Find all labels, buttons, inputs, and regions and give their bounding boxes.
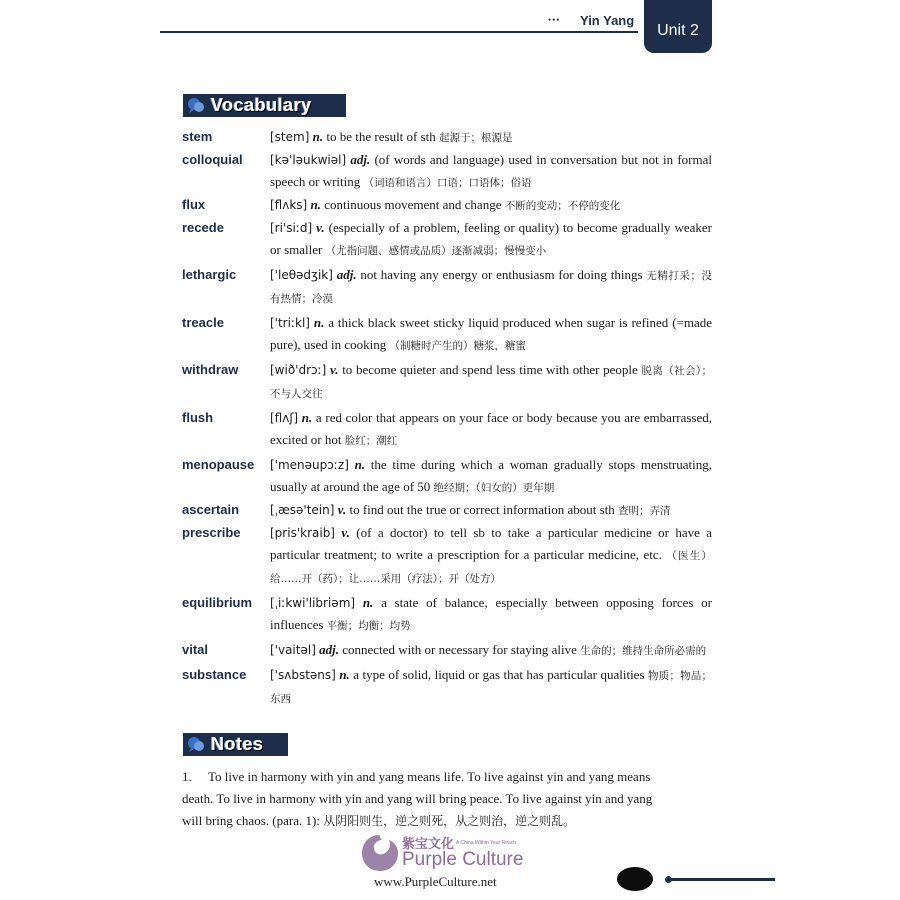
vocab-pos: adj.: [319, 642, 339, 657]
vocab-definition: [270, 359, 712, 405]
vocab-def-text: to find out the true or correct information about sth: [346, 502, 619, 517]
vocab-chinese: 生命的；维持生命所必需的: [580, 645, 707, 657]
notes-list: [182, 766, 712, 832]
vocab-entry: [182, 359, 712, 405]
footer-rule: [669, 878, 775, 881]
unit-tab: [644, 0, 712, 53]
vocab-pos: n.: [354, 457, 366, 472]
header-dots: •••: [548, 15, 561, 25]
vocabulary-banner: [183, 94, 346, 117]
vocab-entry: [182, 194, 712, 217]
vocab-pos: n.: [339, 667, 350, 682]
vocab-pos: v.: [341, 525, 350, 540]
vocab-ipa: [stem]: [270, 130, 310, 144]
vocab-def-text: a type of solid, liquid or gas that has particular qualities: [349, 667, 648, 682]
vocab-definition: [270, 194, 712, 217]
note-line: death. To live in harmony with yin and yang will bring peace. To live against yin and yang: [182, 791, 653, 806]
vocab-def-text: (of a doctor) to tell sb to take a particular medicine or have a particular treatment; to write a prescription for a particular medicine, etc.: [270, 525, 712, 562]
vocab-entry: [182, 126, 712, 149]
vocab-pos: v.: [337, 502, 347, 517]
vocab-def-text: a state of balance, especially between opposing forces or influences: [270, 595, 713, 632]
header-chapter-title: Yin Yang: [580, 13, 635, 28]
vocab-definition: [270, 149, 712, 194]
vocab-ipa: [pris'kraib]: [270, 526, 335, 540]
vocab-pos: n.: [362, 595, 374, 610]
vocab-chinese: 物质；物品；东西: [270, 670, 713, 705]
vocab-definition: [270, 592, 712, 637]
vocab-ipa: ['triːkl]: [270, 316, 310, 330]
vocab-definition: [270, 454, 712, 499]
vocab-def-text: (of words and language) used in conversation but not in formal speech or writing: [270, 152, 713, 189]
note-text: [182, 766, 712, 832]
vocab-ipa: [ri'siːd]: [270, 221, 313, 235]
vocab-def-text: continuous movement and change: [320, 197, 505, 212]
vocab-word: recede: [182, 220, 224, 235]
vocab-definition: [270, 639, 712, 662]
vocabulary-heading: Vocabulary: [211, 95, 312, 115]
unit-label: Unit 2: [657, 22, 699, 39]
vocab-word: substance: [182, 667, 247, 682]
watermark: [360, 832, 550, 892]
note-line: To live in harmony with yin and yang means life. To live against yin and yang means: [208, 769, 651, 784]
vocab-def-text: the time during which a woman gradually stops menstruating, usually at around the age of 50: [270, 457, 713, 494]
speech-bubble-icon: [187, 97, 205, 114]
vocab-word: vital: [182, 642, 209, 657]
notes-banner: [183, 733, 288, 756]
vocab-ipa: ['leθədʒik]: [270, 268, 333, 282]
vocab-entry: [182, 592, 712, 637]
vocab-pos: n.: [313, 315, 325, 330]
watermark-tagline: A China Within Your Reach: [456, 840, 517, 846]
vocab-definition: [270, 499, 712, 522]
vocab-ipa: ['menəupɔːz]: [270, 458, 349, 472]
vocab-chinese: 无精打采；没有热情；冷漠: [270, 270, 713, 305]
speech-bubble-icon: [187, 736, 205, 753]
note-number: 1.: [182, 769, 192, 784]
vocab-def-text: connected with or necessary for staying alive: [339, 642, 581, 657]
vocab-ipa: [flʌʃ]: [270, 411, 299, 425]
vocab-chinese: （尤指问题、感情或品质）逐渐减弱；慢慢变小: [325, 245, 547, 257]
vocab-def-text: a red color that appears on your face or body because you are embarrassed, excited or hot: [270, 410, 713, 447]
vocab-definition: [270, 407, 712, 452]
vocab-def-text: to become quieter and spend less time with other people: [338, 362, 642, 377]
vocab-definition: [270, 312, 712, 357]
vocab-word: colloquial: [182, 152, 243, 167]
vocab-pos: v.: [316, 220, 325, 235]
watermark-name: Purple Culture: [402, 849, 524, 870]
vocab-chinese: 脱离（社会）；不与人交往: [270, 365, 713, 400]
vocab-def-text: to be the result of sth: [323, 129, 440, 144]
vocab-pos: n.: [312, 129, 324, 144]
vocab-chinese: 绝经期；（妇女的）更年期: [433, 482, 555, 494]
note-chinese: 从阴阳则生，逆之则死，从之则治，逆之则乱。: [323, 814, 576, 828]
vocab-def-text: (especially of a problem, feeling or quality) to become gradually weaker or smaller: [270, 220, 713, 257]
vocab-word: treacle: [182, 315, 224, 330]
vocab-word: prescribe: [182, 525, 241, 540]
vocab-ipa: [ˌæsə'tein]: [270, 503, 335, 517]
vocab-entry: [182, 664, 712, 710]
vocab-entry: [182, 522, 712, 590]
vocab-word: menopause: [182, 457, 255, 472]
vocab-chinese: 起源于；根源是: [439, 132, 513, 144]
vocab-definition: [270, 264, 712, 310]
vocab-def-text: not having any energy or enthusiasm for doing things: [356, 267, 647, 282]
page-number-oval: [617, 867, 653, 891]
vocab-chinese: （医生）给……开（药）；让……采用（疗法）；开（处方）: [270, 550, 713, 585]
vocab-definition: [270, 217, 712, 262]
watermark-url: www.PurpleCulture.net: [374, 874, 497, 889]
vocab-word: flux: [182, 197, 206, 212]
watermark-chinese: 紫宝文化: [402, 837, 455, 852]
vocab-ipa: [ˌiːkwi'libriəm]: [270, 596, 356, 610]
vocab-word: flush: [182, 410, 214, 425]
vocab-pos: adj.: [350, 152, 371, 167]
vocab-entry: [182, 639, 712, 662]
vocab-def-text: a thick black sweet sticky liquid produced when sugar is refined (=made pure), used in cooking: [270, 315, 713, 352]
vocab-definition: [270, 664, 712, 710]
vocab-entry: [182, 312, 712, 357]
vocab-chinese: （制糖时产生的）糖浆，糖蜜: [389, 340, 527, 352]
vocab-definition: [270, 126, 712, 149]
vocab-word: ascertain: [182, 502, 240, 517]
vocab-entry: [182, 149, 712, 194]
vocab-chinese: 脸红；潮红: [344, 435, 398, 447]
purple-culture-logo-icon: [360, 832, 400, 874]
vocab-ipa: [kə'ləukwiəl]: [270, 153, 347, 167]
vocab-definition: [270, 522, 712, 590]
vocab-pos: adj.: [336, 267, 357, 282]
vocab-chinese: 查明；弄清: [618, 505, 671, 517]
note-line-last: [182, 810, 712, 832]
vocab-entry: [182, 217, 712, 262]
note-line: will bring chaos. (para. 1):: [182, 813, 324, 828]
header-rule: [160, 31, 638, 33]
vocab-ipa: ['vaitəl]: [270, 643, 316, 657]
vocab-pos: n.: [301, 410, 313, 425]
vocab-entry: [182, 407, 712, 452]
notes-heading: Notes: [211, 734, 264, 754]
vocab-pos: n.: [310, 197, 321, 212]
vocab-chinese: 平衡；均衡；均势: [326, 620, 411, 632]
vocab-entry: [182, 454, 712, 499]
vocab-ipa: ['sʌbstəns]: [270, 668, 336, 682]
vocab-word: lethargic: [182, 267, 237, 282]
vocab-ipa: [wið'drɔː]: [270, 363, 327, 377]
vocab-chinese: 不断的变动；不停的变化: [504, 200, 621, 212]
vocab-word: stem: [182, 129, 213, 144]
vocab-entry: [182, 499, 712, 522]
vocab-ipa: [flʌks]: [270, 198, 308, 212]
vocab-word: equilibrium: [182, 595, 253, 610]
vocab-chinese: （词语和语言）口语；口语体；俗语: [363, 177, 532, 189]
vocab-entry: [182, 264, 712, 310]
vocab-word: withdraw: [182, 362, 239, 377]
vocabulary-list: [182, 126, 712, 710]
vocab-pos: v.: [330, 362, 339, 377]
